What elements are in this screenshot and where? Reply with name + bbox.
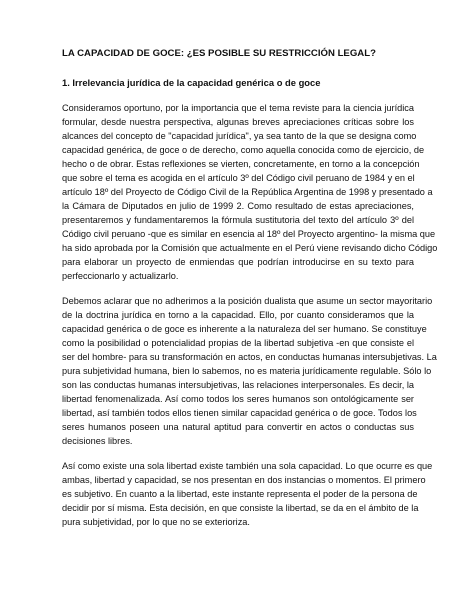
text-line: son las conductas humanas intersubjetivas, las relaciones interpersonales. Es decir, la bbox=[62, 380, 414, 390]
text-line: capacidad genérica o de goce es inherente a la naturaleza del ser humano. Se constituye bbox=[62, 324, 427, 334]
text-line: la Cámara de Diputados en julio de 1999 2. Como resultado de estas apreciaciones, bbox=[62, 201, 414, 211]
text-line: decidir por sí misma. Esta decisión, en que consiste la libertad, se da en el ámbito de la bbox=[62, 503, 419, 513]
document-page bbox=[62, 48, 438, 540]
text-line: pura subjetividad, por lo que no se exterioriza. bbox=[62, 517, 250, 527]
text-line: presentaremos y fundamentaremos la fórmula sustitutoria del texto del artículo 3º del bbox=[62, 215, 414, 225]
text-line: de la doctrina jurídica en torno a la capacidad. Ello, por cuanto consideramos que la bbox=[62, 310, 414, 320]
paragraph-2 bbox=[62, 294, 437, 448]
text-line: Consideramos oportuno, por la importancia que el tema reviste para la ciencia jurídica bbox=[62, 103, 414, 113]
text-line: como la posibilidad o potencialidad propias de la libertad subjetiva -en que consiste el bbox=[62, 338, 414, 348]
document-title: LA CAPACIDAD DE GOCE: ¿ES POSIBLE SU RESTRICCIÓN LEGAL? bbox=[62, 48, 376, 59]
text-line: seres humanos poseen una natural aptitud para convertir en actos o conductas sus bbox=[62, 422, 414, 432]
text-line: ser del hombre- para su transformación en actos, en conductas humanas intersubjetivas. La bbox=[62, 352, 437, 362]
text-line: Debemos aclarar que no adherimos a la posición dualista que asume un sector mayoritario bbox=[62, 296, 433, 306]
text-line: hecho o de obrar. Estas reflexiones se vierten, concretamente, en torno a la concepción bbox=[62, 159, 420, 169]
text-line: Código civil peruano -que es similar en esencia al 18º del Proyecto argentino- la misma que bbox=[62, 229, 436, 239]
text-line: es subjetivo. En cuanto a la libertad, este instante representa el poder de la persona de bbox=[62, 489, 418, 499]
text-line: capacidad genérica, de goce o de derecho, como aquella conocida como de ejercicio, de bbox=[62, 145, 425, 155]
text-line: formular, desde nuestra perspectiva, algunas breves apreciaciones críticas sobre los bbox=[62, 117, 414, 127]
text-line: Así como existe una sola libertad existe también una sola capacidad. Lo que ocurre es que bbox=[62, 461, 433, 471]
text-line: para elaborar un proyecto de enmiendas que podrían introducirse en su texto para bbox=[62, 257, 414, 267]
text-line: libertad fenomenalizada. Así como todos los seres humanos son ontológicamente ser bbox=[62, 394, 414, 404]
text-line: decisiones libres. bbox=[62, 436, 133, 446]
text-line: libertad, así también todos ellos tienen similar capacidad genérica o de goce. Todos los bbox=[62, 408, 417, 418]
text-line: perfeccionarlo y actualizarlo. bbox=[62, 271, 179, 281]
paragraph-3 bbox=[62, 459, 433, 529]
paragraph-1 bbox=[62, 101, 438, 283]
section-heading: 1. Irrelevancia jurídica de la capacidad genérica o de goce bbox=[62, 77, 321, 88]
text-line: alcances del concepto de "capacidad jurídica", ya sea tanto de la que se designa como bbox=[62, 131, 417, 141]
text-line: artículo 18º del Proyecto de Código Civil de la República Argentina de 1998 y presentado a bbox=[62, 187, 433, 197]
text-line: que sobre el tema es acogida en el artículo 3º del Código civil peruano de 1984 y en el bbox=[62, 173, 415, 183]
text-line: ambas, libertad y capacidad, se nos presentan en dos instancias o momentos. El primero bbox=[62, 475, 426, 485]
text-line: ha sido aprobada por la Comisión que actualmente en el Perú viene revisando dicho Código bbox=[62, 243, 438, 253]
text-line: pura subjetividad humana, bien lo sabemos, no es materia jurídicamente regulable. Sólo lo bbox=[62, 366, 432, 376]
